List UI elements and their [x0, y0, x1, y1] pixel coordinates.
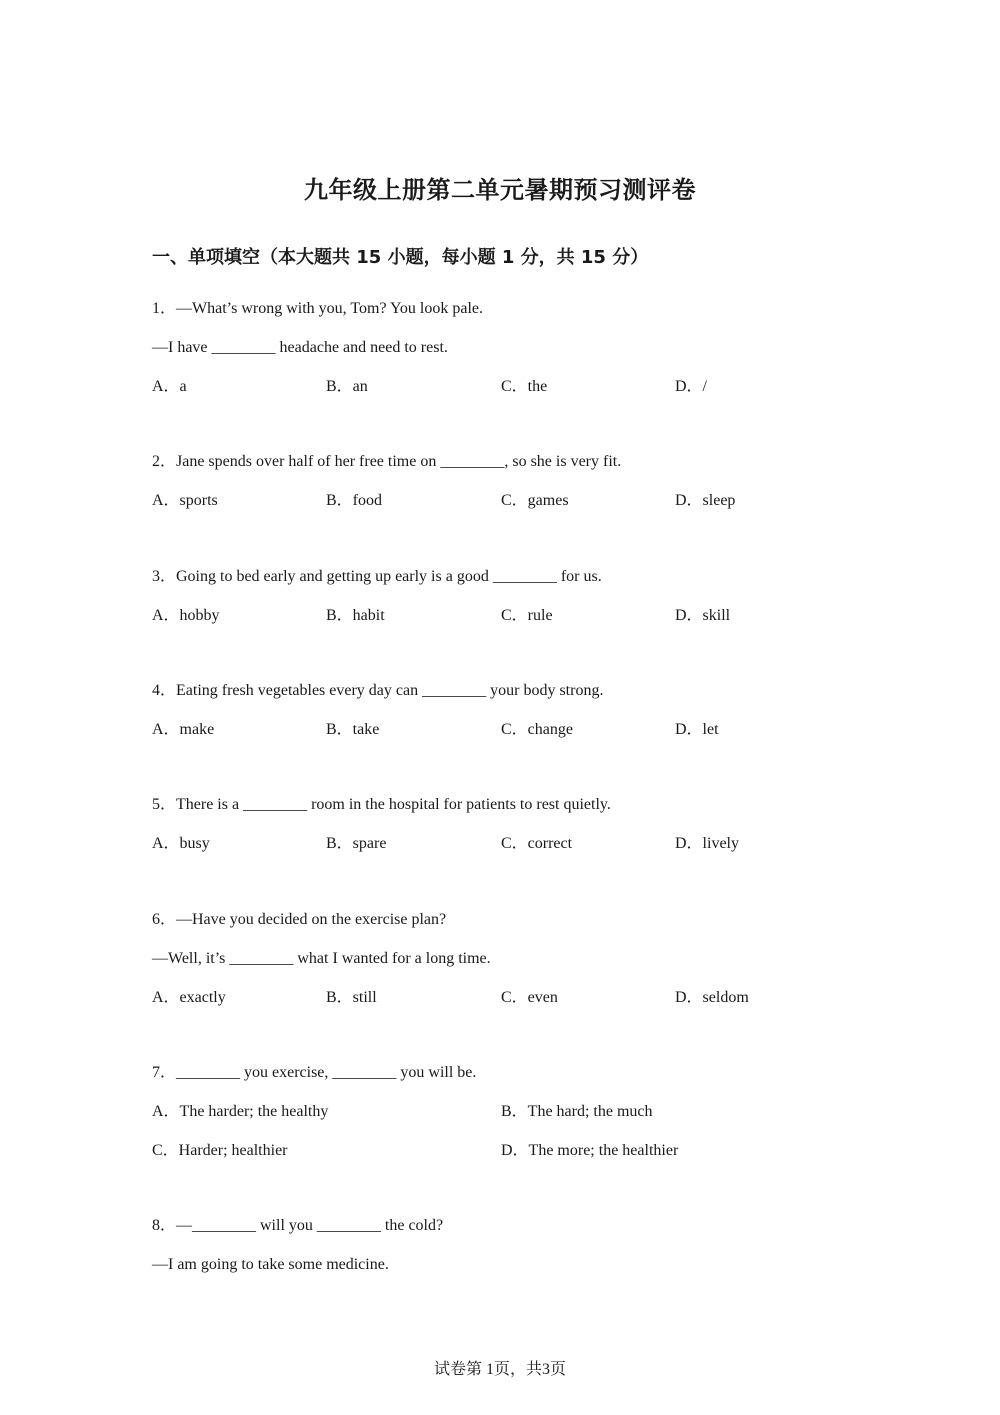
question-7-option-b[interactable]: B．The hard; the much [501, 1103, 653, 1120]
question-8-line-1: 8．—________ will you ________ the cold? [152, 1217, 444, 1234]
question-2-option-c[interactable]: C．games [501, 492, 569, 509]
question-6-option-d[interactable]: D．seldom [675, 989, 749, 1006]
question-6-option-b[interactable]: B．still [326, 989, 377, 1006]
question-4-option-a[interactable]: A．make [152, 721, 215, 738]
question-7-option-c[interactable]: C．Harder; healthier [152, 1142, 288, 1159]
question-1-line-2: —I have ________ headache and need to rest. [152, 339, 448, 356]
question-2-option-b[interactable]: B．food [326, 492, 383, 509]
question-1-option-b[interactable]: B．an [326, 378, 368, 395]
question-3-option-b[interactable]: B．habit [326, 607, 385, 624]
question-4-option-c[interactable]: C．change [501, 721, 573, 738]
question-4-option-d[interactable]: D．let [675, 721, 719, 738]
question-3-line-1: 3．Going to bed early and getting up early is a good ________ for us. [152, 568, 602, 585]
question-1-line-1: 1．—What’s wrong with you, Tom? You look pale. [152, 300, 484, 317]
question-4-option-b[interactable]: B．take [326, 721, 380, 738]
question-5-line-1: 5．There is a ________ room in the hospital for patients to rest quietly. [152, 796, 611, 813]
question-7-option-d[interactable]: D．The more; the healthier [501, 1142, 679, 1159]
page-title: 九年级上册第二单元暑期预习测评卷 [304, 176, 696, 204]
question-2-option-a[interactable]: A．sports [152, 492, 218, 509]
question-6-option-a[interactable]: A．exactly [152, 989, 226, 1006]
question-6-line-2: —Well, it’s ________ what I wanted for a long time. [152, 950, 491, 967]
question-3-option-d[interactable]: D．skill [675, 607, 731, 624]
question-6-line-1: 6．—Have you decided on the exercise plan? [152, 911, 447, 928]
question-5-option-d[interactable]: D．lively [675, 835, 739, 852]
question-6-option-c[interactable]: C．even [501, 989, 558, 1006]
page-footer: 试卷第 1页，共3页 [433, 1361, 566, 1378]
question-5-option-c[interactable]: C．correct [501, 835, 573, 852]
question-7-option-a[interactable]: A．The harder; the healthy [152, 1103, 329, 1120]
question-1-option-a[interactable]: A．a [152, 378, 187, 395]
question-5-option-b[interactable]: B．spare [326, 835, 387, 852]
question-8-line-2: —I am going to take some medicine. [152, 1256, 389, 1273]
question-3-option-c[interactable]: C．rule [501, 607, 553, 624]
question-2-line-1: 2．Jane spends over half of her free time on ________, so she is very fit. [152, 453, 622, 470]
section-heading: 一、单项填空（本大题共 15 小题，每小题 1 分，共 15 分） [152, 247, 649, 268]
question-1-option-d[interactable]: D．/ [675, 378, 708, 395]
question-2-option-d[interactable]: D．sleep [675, 492, 736, 509]
question-1-option-c[interactable]: C．the [501, 378, 548, 395]
question-5-option-a[interactable]: A．busy [152, 835, 210, 852]
question-4-line-1: 4．Eating fresh vegetables every day can ________ your body strong. [152, 682, 604, 699]
question-7-line-1: 7．________ you exercise, ________ you will be. [152, 1064, 477, 1081]
question-3-option-a[interactable]: A．hobby [152, 607, 220, 624]
